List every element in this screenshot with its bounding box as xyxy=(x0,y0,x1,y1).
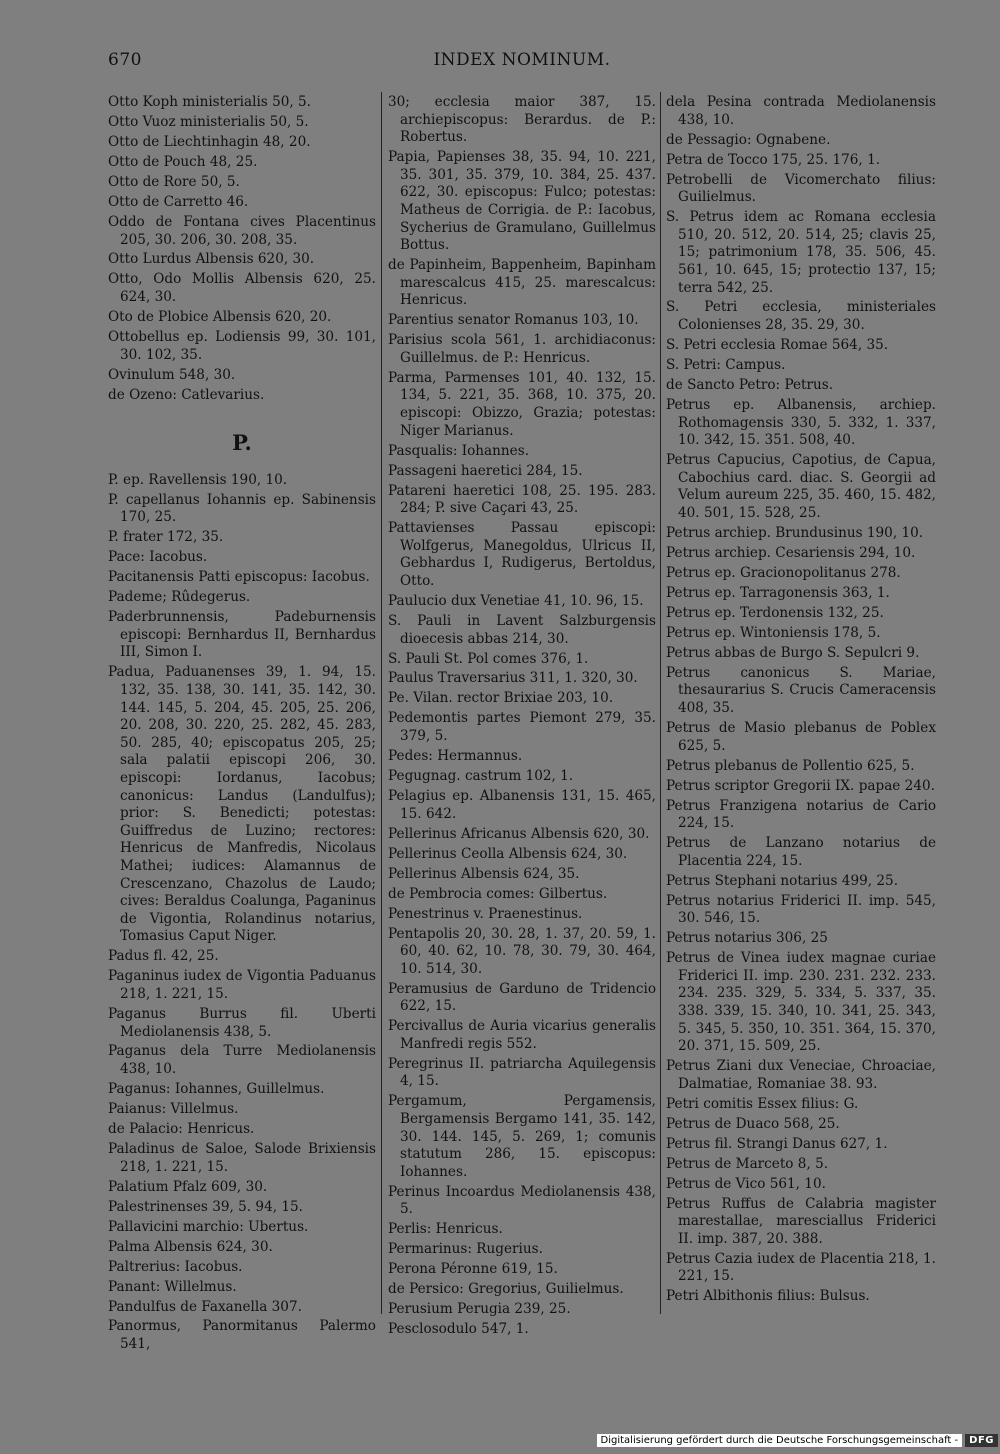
index-entry: Pandulfus de Faxanella 307. xyxy=(108,1298,302,1315)
running-title: INDEX NOMINUM. xyxy=(433,50,611,70)
index-entry: Panant: Willelmus. xyxy=(108,1278,237,1295)
index-entry: Paltrerius: Iacobus. xyxy=(108,1258,243,1275)
index-entry: Percivallus de Auria vicarius generalis Manfredi regis 552. xyxy=(388,1018,656,1052)
index-entry: Perinus Incoardus Mediolanensis 438, 5. xyxy=(388,1183,656,1218)
index-entry: Pacitanensis Patti episcopus: Iacobus. xyxy=(108,569,370,586)
index-entry: P. frater 172, 35. xyxy=(108,529,224,546)
index-entry: S. Petri ecclesia, ministeriales Colonienses 28, 35. 29, 30. xyxy=(666,299,936,334)
index-entry: Petri comitis Essex filius: G. xyxy=(666,1095,859,1112)
index-entry: Petrus Ruffus de Calabria magister marestallae, maresciallus Friderici II. imp. 387, 20. 388. xyxy=(666,1195,936,1247)
index-entry: Otto, Odo Mollis Albensis 620, 25. 624, 30. xyxy=(108,271,376,306)
index-entry: Paulus Traversarius 311, 1. 320, 30. xyxy=(388,670,638,687)
index-entry: Pace: Iacobus. xyxy=(108,549,208,566)
index-entry: Parma, Parmenses 101, 40. 132, 15. 134, 5. 221, 35. 368, 10. 375, 20. episcopi: Obizzo, Grazia; potestas: Niger Marianus. xyxy=(388,369,656,439)
index-entry: Ovinulum 548, 30. xyxy=(108,366,236,383)
index-entry: Palma Albensis 624, 30. xyxy=(108,1238,273,1255)
index-entry: Padua, Paduanenses 39, 1. 94, 15. 132, 35. 138, 30. 141, 35. 142, 30. 144. 145, 5. 204, 45. 205, 25. 206, 20. 208, 30. 220, 25. 282, 45. 283, 50. 285, 40; episcopatus 205, 25; sala palatii episcopi 206, 30. episcopi: Iordanus, Iacobus; canonicus: Landus (Landulfus); prior: S. Benedicti; potestas: Guiffredus de Luzino; rectores: Henricus de Manfredis, Nicolaus Mathei; iudices: Alamannus de Crescenzano, Chazolus de Laudo; cives: Beraldus Coalunga, Paganinus de Vigontia, Rolandinus notarius, Tomasius Caput Niger. xyxy=(108,664,376,945)
index-entry: Pe. Vilan. rector Brixiae 203, 10. xyxy=(388,690,614,707)
index-entry: Petrus de Vinea iudex magnae curiae Friderici II. imp. 230. 231. 232. 233. 234. 235. 329, 5. 334, 5. 337, 35. 338. 339, 15. 340, 10. 341, 25. 343, 5. 345, 5. 350, 10. 351. 364, 15. 370, 20. 371, 15. 509, 25. xyxy=(666,950,936,1055)
index-entry: Pellerinus Albensis 624, 35. xyxy=(388,865,580,882)
index-entry: Otto Koph ministerialis 50, 5. xyxy=(108,94,312,110)
index-entry: de Ozeno: Catlevarius. xyxy=(108,386,265,403)
index-entry: Otto de Rore 50, 5. xyxy=(108,173,240,190)
index-entry: Paulucio dux Venetiae 41, 10. 96, 15. xyxy=(388,592,644,609)
index-column-1 xyxy=(108,94,376,1356)
page-number: 670 xyxy=(108,50,142,70)
index-entry: Palatium Pfalz 609, 30. xyxy=(108,1178,268,1195)
index-entry: Petrus de Masio plebanus de Poblex 625, 5. xyxy=(666,720,936,754)
index-entry: Petrus ep. Terdonensis 132, 25. xyxy=(666,604,884,621)
index-entry: 30; ecclesia maior 387, 15. archiepiscopus: Berardus. de P.: Robertus. xyxy=(388,94,656,146)
index-entry: Pademe; Rûdegerus. xyxy=(108,589,251,606)
index-entry: Panormus, Panormitanus Palermo 541, xyxy=(108,1318,376,1353)
index-entry: Pergamum, Pergamensis, Bergamensis Bergamo 141, 35. 142, 30. 144. 145, 5. 269, 1; comunis statutum 286, 15. episcopus: Iohannes. xyxy=(388,1093,656,1180)
index-entry: Petrus plebanus de Pollentio 625, 5. xyxy=(666,757,915,774)
index-entry: Oddo de Fontana cives Placentinus 205, 30. 206, 30. 208, 35. xyxy=(108,213,376,248)
footer-text: Digitalisierung gefördert durch die Deutsche Forschungsgemeinschaft - xyxy=(597,1434,963,1447)
index-entry: Paganus Burrus fil. Uberti Mediolanensis 438, 5. xyxy=(108,1005,376,1040)
index-entry: Pedemontis partes Piemont 279, 35. 379, 5. xyxy=(388,710,656,745)
page-header xyxy=(108,50,936,76)
index-entry: Petra de Tocco 175, 25. 176, 1. xyxy=(666,151,881,168)
index-entry: Paganus dela Turre Mediolanensis 438, 10. xyxy=(108,1043,376,1078)
dfg-logo: DFG xyxy=(965,1434,998,1447)
index-entry: Parentius senator Romanus 103, 10. xyxy=(388,312,639,329)
index-entry: Peregrinus II. patriarcha Aquilegensis 4, 15. xyxy=(388,1055,656,1090)
index-entry: de Pembrocia comes: Gilbertus. xyxy=(388,885,608,902)
index-entry: de Palacio: Henricus. xyxy=(108,1121,255,1138)
index-entry: Paganinus iudex de Vigontia Paduanus 218, 1. 221, 15. xyxy=(108,968,376,1002)
index-entry: Otto de Pouch 48, 25. xyxy=(108,153,258,170)
index-entry: Paganus: Iohannes, Guillelmus. xyxy=(108,1081,325,1098)
index-entry: Paianus: Villelmus. xyxy=(108,1101,239,1118)
index-entry: Parisius scola 561, 1. archidiaconus: Guillelmus. de P.: Henricus. xyxy=(388,332,656,366)
index-column-2 xyxy=(388,94,656,1341)
index-entry: Pentapolis 20, 30. 28, 1. 37, 20. 59, 1. 60, 40. 62, 10. 78, 30. 79, 30. 464, 10. 514, 30. xyxy=(388,925,656,977)
index-entry: S. Petri ecclesia Romae 564, 35. xyxy=(666,337,889,354)
index-entry: Petrus de Vico 561, 10. xyxy=(666,1175,826,1192)
index-entry: Petrus Cazia iudex de Placentia 218, 1. 221, 15. xyxy=(666,1250,936,1285)
index-entry: Petrus ep. Albanensis, archiep. Rothomagensis 330, 5. 332, 1. 337, 10. 342, 15. 351. 508, 40. xyxy=(666,397,936,449)
index-entry: de Persico: Gregorius, Guilielmus. xyxy=(388,1281,624,1298)
index-entry: Petrus Stephani notarius 499, 25. xyxy=(666,872,899,889)
index-entry: Petrus ep. Wintoniensis 178, 5. xyxy=(666,624,881,641)
index-entry: Petrus de Marceto 8, 5. xyxy=(666,1155,829,1172)
index-entry: Otto Lurdus Albensis 620, 30. xyxy=(108,251,315,268)
index-entry: Petrobelli de Vicomerchato filius: Guilielmus. xyxy=(666,171,936,206)
index-entry: Permarinus: Rugerius. xyxy=(388,1241,543,1258)
index-entry: Paladinus de Saloe, Salode Brixiensis 218, 1. 221, 15. xyxy=(108,1141,376,1175)
index-entry: Perusium Perugia 239, 25. xyxy=(388,1301,571,1318)
index-entry: Petrus notarius Friderici II. imp. 545, 30. 546, 15. xyxy=(666,892,936,927)
index-entry: Pellerinus Ceolla Albensis 624, 30. xyxy=(388,845,628,862)
index-entry: Pedes: Hermannus. xyxy=(388,748,523,765)
index-column-3 xyxy=(666,94,936,1308)
index-entry: Petrus canonicus S. Mariae, thesaurarius S. Crucis Cameracensis 408, 35. xyxy=(666,664,936,717)
digitization-footer xyxy=(597,1432,998,1448)
index-entry: Pegugnag. castrum 102, 1. xyxy=(388,768,574,785)
index-entry: Petrus ep. Gracionopolitanus 278. xyxy=(666,564,901,581)
index-entry: Pattavienses Passau episcopi: Wolfgerus, Manegoldus, Ulricus II, Gebhardus I, Rudigerus, Bertoldus, Otto. xyxy=(388,520,656,589)
index-entry: Patareni haeretici 108, 25. 195. 283. 284; P. sive Caçari 43, 25. xyxy=(388,482,656,517)
index-entry: Petrus fil. Strangi Danus 627, 1. xyxy=(666,1135,888,1152)
index-entry: Petrus Franzigena notarius de Cario 224, 15. xyxy=(666,797,936,832)
index-entry: Pesclosodulo 547, 1. xyxy=(388,1321,529,1338)
index-entry: Petrus abbas de Burgo S. Sepulcri 9. xyxy=(666,644,920,661)
index-entry: Petrus scriptor Gregorii IX. papae 240. xyxy=(666,777,935,794)
index-entry: Pellerinus Africanus Albensis 620, 30. xyxy=(388,825,650,842)
index-entry: Perlis: Henricus. xyxy=(388,1221,503,1238)
index-entry: Otto de Liechtinhagin 48, 20. xyxy=(108,133,311,150)
index-entry: Palestrinenses 39, 5. 94, 15. xyxy=(108,1198,303,1215)
index-entry: Petri Albithonis filius: Bulsus. xyxy=(666,1288,870,1305)
index-entry: dela Pesina contrada Mediolanensis 438, 10. xyxy=(666,94,936,128)
index-entry: Otto de Carretto 46. xyxy=(108,193,249,210)
index-entry: Petrus de Duaco 568, 25. xyxy=(666,1115,840,1132)
index-entry: Petrus de Lanzano notarius de Placentia 224, 15. xyxy=(666,835,936,869)
index-entry: P. ep. Ravellensis 190, 10. xyxy=(108,471,288,488)
index-entry: S. Petrus idem ac Romana ecclesia 510, 20. 512, 20. 514, 25; clavis 25, 15; patrimonium 178, 35. 506, 45. 561, 10. 645, 15; protectio 137, 15; terra 542, 25. xyxy=(666,209,936,296)
index-entry: Pelagius ep. Albanensis 131, 15. 465, 15. 642. xyxy=(388,788,656,822)
index-entry: Oto de Plobice Albensis 620, 20. xyxy=(108,309,332,326)
index-entry: S. Pauli in Lavent Salzburgensis dioecesis abbas 214, 30. xyxy=(388,612,656,647)
index-entry: de Papinheim, Bappenheim, Bapinham marescalcus 415, 25. marescalcus: Henricus. xyxy=(388,257,656,309)
column-rule xyxy=(381,92,382,1314)
index-entry: Paderbrunnensis, Padeburnensis episcopi: Bernhardus II, Bernhardus III, Simon I. xyxy=(108,609,376,661)
index-entry: Petrus archiep. Brundusinus 190, 10. xyxy=(666,524,924,541)
index-entry: Petrus archiep. Cesariensis 294, 10. xyxy=(666,544,916,561)
index-entry: Perona Péronne 619, 15. xyxy=(388,1261,558,1278)
index-entry: P. capellanus Iohannis ep. Sabinensis 170, 25. xyxy=(108,491,376,526)
index-entry: Petrus Ziani dux Veneciae, Chroaciae, Dalmatiae, Romaniae 38. 93. xyxy=(666,1058,936,1092)
index-entry: S. Petri: Campus. xyxy=(666,357,786,374)
index-entry: Petrus ep. Tarragonensis 363, 1. xyxy=(666,584,890,601)
index-entry: Papia, Papienses 38, 35. 94, 10. 221, 35. 301, 35. 379, 10. 384, 25. 437. 622, 30. episcopus: Fulco; potestas: Matheus de Corrigia. de P.: Iacobus, Sycherius de Gramulano, Guillelmus Bottus. xyxy=(388,149,656,254)
index-entry: de Sancto Petro: Petrus. xyxy=(666,377,834,394)
index-entry: Petrus Capucius, Capotius, de Capua, Cabochius card. diac. S. Georgii ad Velum aureum 225, 35. 460, 15. 482, 40. 501, 15. 528, 25. xyxy=(666,452,936,521)
column-rule xyxy=(660,92,661,1314)
index-entry: Otto Vuoz ministerialis 50, 5. xyxy=(108,113,309,130)
index-entry: de Pessagio: Ognabene. xyxy=(666,131,831,148)
index-entry: Ottobellus ep. Lodiensis 99, 30. 101, 30. 102, 35. xyxy=(108,329,376,363)
index-entry: Pallavicini marchio: Ubertus. xyxy=(108,1218,309,1235)
index-entry: Peramusius de Garduno de Tridencio 622, 15. xyxy=(388,980,656,1015)
index-entry: Passageni haeretici 284, 15. xyxy=(388,462,583,479)
index-entry: Padus fl. 42, 25. xyxy=(108,948,219,965)
index-entry: Petrus notarius 306, 25 xyxy=(666,930,828,947)
index-entry: Penestrinus v. Praenestinus. xyxy=(388,905,583,922)
section-heading: P. xyxy=(232,430,252,456)
index-entry: S. Pauli St. Pol comes 376, 1. xyxy=(388,650,589,667)
index-entry: Pasqualis: Iohannes. xyxy=(388,442,530,459)
